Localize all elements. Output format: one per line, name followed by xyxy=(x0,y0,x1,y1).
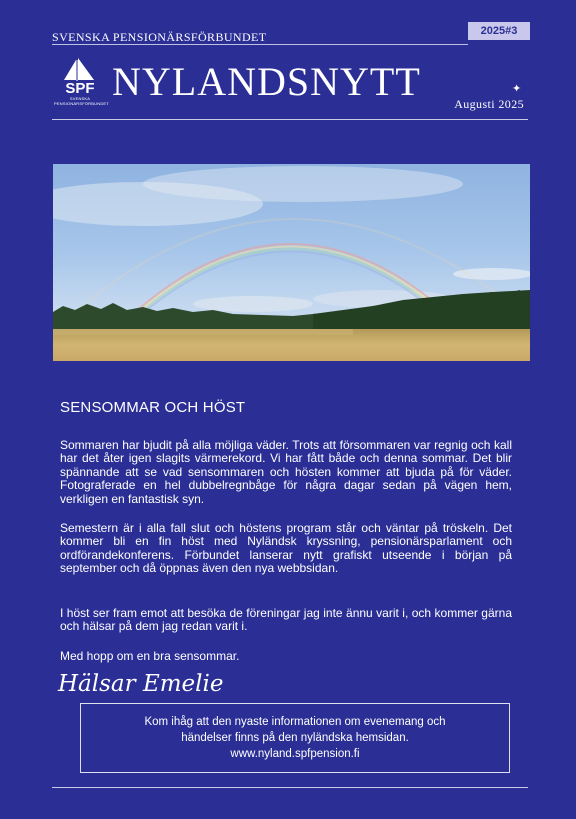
website-link[interactable]: www.nyland.spfpension.fi xyxy=(230,748,360,760)
footer-divider xyxy=(52,787,528,788)
spf-logo xyxy=(54,58,109,106)
top-divider xyxy=(52,44,468,45)
rainbow-photo xyxy=(53,164,530,361)
header-divider xyxy=(52,119,528,120)
paragraph-2: Semestern är i alla fall slut och höstens program står och väntar på tröskeln. Det kommer bli en fin höst med Nyländsk kryssning, pensionärsparlament och ordförandekonferens. Förbundet lanserar nytt grafiskt utseende i början på september och då öppnas även den nya webbsidan. xyxy=(60,521,512,576)
issue-badge: 2025#3 xyxy=(468,22,530,40)
paragraph-4: Med hopp om en bra sensommar. xyxy=(60,649,240,663)
logo-subtext: SVENSKA PENSIONÄRSFÖRBUNDET xyxy=(54,96,109,106)
sail-icon xyxy=(54,58,106,82)
newsletter-title: NYLANDSNYTT xyxy=(112,59,421,104)
organization-name: SVENSKA PENSIONÄRSFÖRBUNDET xyxy=(52,30,267,44)
info-box xyxy=(80,703,510,773)
logo-text: SPF xyxy=(65,80,95,97)
info-line-2: händelser finns på den nyländska hemsidan. xyxy=(181,732,409,744)
sparkle-icon: ✦ xyxy=(512,83,522,95)
paragraph-1: Sommaren har bjudit på alla möjliga väder. Trots att försommaren var regnig och kall har det åter igen slagits värmerekord. Vi har fått både och denna sommar. Det blir spännande att se vad sensommaren och hösten kommer att bjuda på för väder. Fotograferade en hel dubbelregnbåge för några dagar sedan på vägen hem, verkligen en fantastisk syn. xyxy=(60,438,512,506)
paragraph-3: I höst ser fram emot att besöka de föreningar jag inte ännu varit i, och kommer gärna och hälsar på dem jag redan varit i. xyxy=(60,606,512,634)
article-heading: SENSOMMAR OCH HÖST xyxy=(60,399,246,416)
info-line-1: Kom ihåg att den nyaste informationen om evenemang och xyxy=(144,716,446,728)
issue-date: Augusti 2025 xyxy=(454,97,524,111)
signature: Hälsar Emelie xyxy=(58,671,224,697)
